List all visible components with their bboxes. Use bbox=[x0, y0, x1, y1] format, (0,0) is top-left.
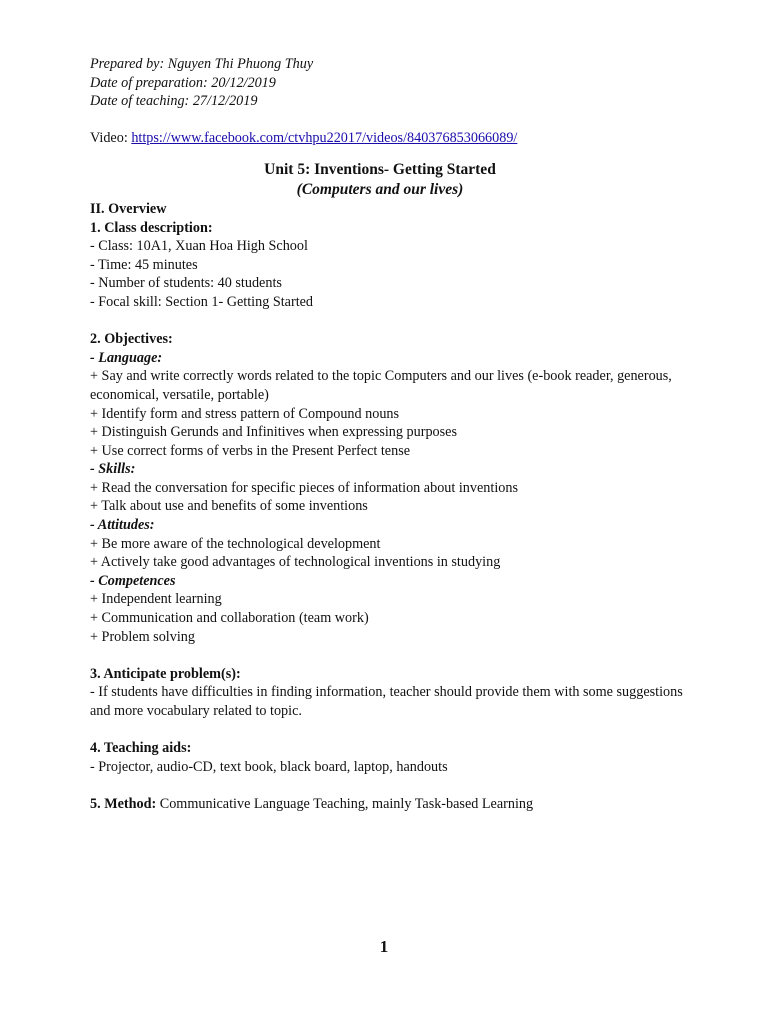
problems-text: - If students have difficulties in finding information, teacher should provide them with some suggestions and more vocabulary related to topic. bbox=[90, 684, 683, 719]
list-item: + Be more aware of the technological development bbox=[90, 535, 381, 552]
video-label: Video: bbox=[90, 130, 132, 147]
teaching-aids-heading: 4. Teaching aids: bbox=[90, 740, 192, 757]
unit-title: Unit 5: Inventions- Getting Started bbox=[264, 160, 496, 178]
method-line bbox=[90, 795, 690, 814]
attitudes-heading: - Attitudes: bbox=[90, 517, 155, 534]
list-item: + Use correct forms of verbs in the Present Perfect tense bbox=[90, 442, 411, 459]
video-link[interactable]: https://www.facebook.com/ctvhpu22017/videos/840376853066089/ bbox=[131, 130, 518, 147]
list-item: + Independent learning bbox=[90, 591, 222, 608]
objectives-heading: 2. Objectives: bbox=[90, 331, 173, 348]
prepared-by: Prepared by: Nguyen Thi Phuong Thuy bbox=[90, 56, 314, 72]
date-of-teaching: Date of teaching: 27/12/2019 bbox=[90, 93, 258, 110]
overview-heading: II. Overview bbox=[90, 200, 167, 217]
list-item: + Talk about use and benefits of some inventions bbox=[90, 498, 368, 515]
date-of-preparation: Date of preparation: 20/12/2019 bbox=[90, 74, 276, 91]
list-item: + Problem solving bbox=[90, 628, 195, 645]
method-text: Communicative Language Teaching, mainly Task-based Learning bbox=[159, 795, 534, 812]
list-item: - Time: 45 minutes bbox=[90, 256, 198, 273]
competences-heading: - Competences bbox=[90, 572, 176, 589]
list-item: - Focal skill: Section 1- Getting Started bbox=[90, 293, 314, 310]
class-description-heading: 1. Class description: bbox=[90, 219, 213, 236]
list-item: + Distinguish Gerunds and Infinitives when expressing purposes bbox=[90, 424, 457, 441]
method-heading: 5. Method: bbox=[90, 795, 160, 812]
language-heading: - Language: bbox=[90, 349, 163, 366]
list-item: + Say and write correctly words related to the topic Computers and our lives (e-book reader, generous, economical, versatile, portable) bbox=[90, 368, 672, 403]
teaching-aids-text: - Projector, audio-CD, text book, black board, laptop, handouts bbox=[90, 758, 448, 775]
list-item: - Number of students: 40 students bbox=[90, 275, 282, 292]
list-item: + Actively take good advantages of technological inventions in studying bbox=[90, 554, 501, 571]
unit-subtitle: (Computers and our lives) bbox=[296, 180, 464, 198]
list-item: + Communication and collaboration (team work) bbox=[90, 610, 369, 627]
page-number: 1 bbox=[379, 937, 389, 956]
skills-heading: - Skills: bbox=[90, 461, 136, 478]
video-line bbox=[90, 129, 690, 148]
list-item: + Read the conversation for specific pieces of information about inventions bbox=[90, 479, 518, 496]
list-item: + Identify form and stress pattern of Compound nouns bbox=[90, 405, 400, 422]
problems-heading: 3. Anticipate problem(s): bbox=[90, 665, 241, 682]
document-page bbox=[90, 55, 690, 814]
list-item: - Class: 10A1, Xuan Hoa High School bbox=[90, 238, 308, 255]
